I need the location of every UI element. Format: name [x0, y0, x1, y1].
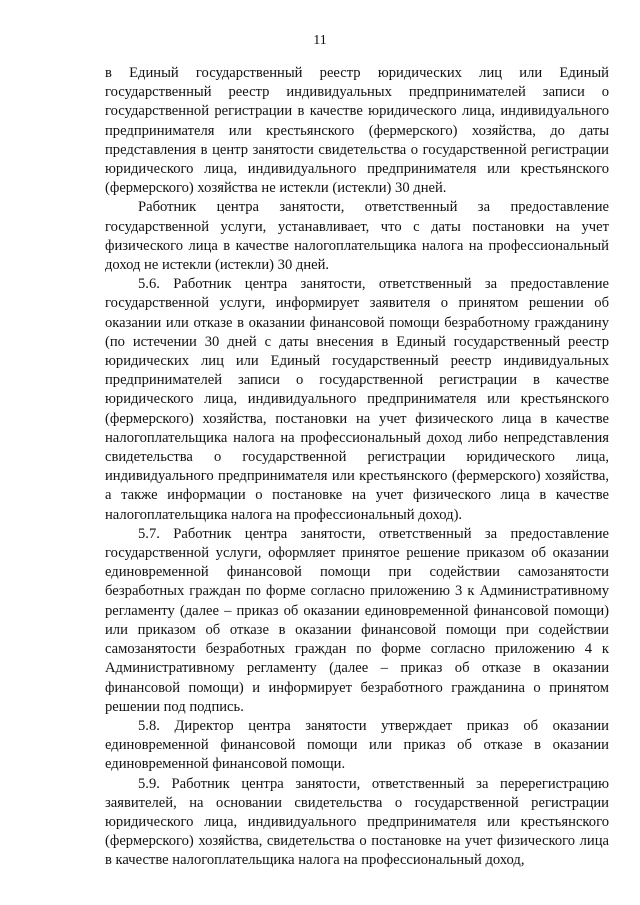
paragraph-tax-registration-check: Работник центра занятости, ответственный за предоставление государственной услуги, устанавливает, что с даты постановки на учет физического лица в качестве налогоплательщика налога на профессиональный доход не истекли (истекли) 30 дней.	[105, 199, 609, 274]
paragraph-5-6: 5.6. Работник центра занятости, ответственный за предоставление государственной услуги, информирует заявителя о принятом решении об оказании или отказе в оказании финансовой помощи безработному гражданину (по истечении 30 дней с даты внесения в Единый государственный реестр юридических лиц или Единый государственный реестр индивидуальных предпринимателей записи о государственной регистрации в качестве юридического лица, индивидуального предпринимателя или крестьянского (фермерского) хозяйства, постановки на учет физического лица в качестве налогоплательщика налога на профессиональный доход либо непредставления свидетельства о государственной регистрации юридического лица, индивидуального предпринимателя или крестьянского (фермерского) хозяйства, а также информации о постановке на учет физического лица в качестве налогоплательщика налога на профессиональный доход).	[105, 276, 609, 523]
document-body	[105, 64, 609, 871]
paragraph-registration-deadline: в Единый государственный реестр юридических лиц или Единый государственный реестр индивидуальных предпринимателей записи о государственной регистрации в качестве юридического лица, индивидуального предпринимателя или крестьянского (фермерского) хозяйства, до даты представления в центр занятости свидетельства о государственной регистрации юридического лица, индивидуального предпринимателя или крестьянского (фермерского) хозяйства не истекли (истекли) 30 дней.	[105, 65, 609, 197]
paragraph-5-7: 5.7. Работник центра занятости, ответственный за предоставление государственной услуги, оформляет принятое решение приказом об оказании единовременной финансовой помощи при содействии самозанятости безработных граждан по форме согласно приложению 3 к Административному регламенту (далее – приказ об оказании единовременной финансовой помощи) или приказом об отказе в оказании финансовой помощи при содействии самозанятости безработных граждан по форме согласно приложению 4 к Административному регламенту (далее – приказ об отказе в оказании финансовой помощи) и информирует безработного гражданина о принятом решении под подпись.	[105, 525, 609, 715]
paragraph-5-8: 5.8. Директор центра занятости утверждает приказ об оказании единовременной финансовой помощи или приказ об отказе в оказании единовременной финансовой помощи.	[105, 717, 609, 773]
paragraph-5-9: 5.9. Работник центра занятости, ответственный за перерегистрацию заявителей, на основании свидетельства о государственной регистрации юридического лица, индивидуального предпринимателя или крестьянского (фермерского) хозяйства, свидетельства о постановке на учет физического лица в качестве налогоплательщика налога на профессиональный доход,	[105, 775, 609, 869]
page-number: 11	[313, 33, 327, 48]
